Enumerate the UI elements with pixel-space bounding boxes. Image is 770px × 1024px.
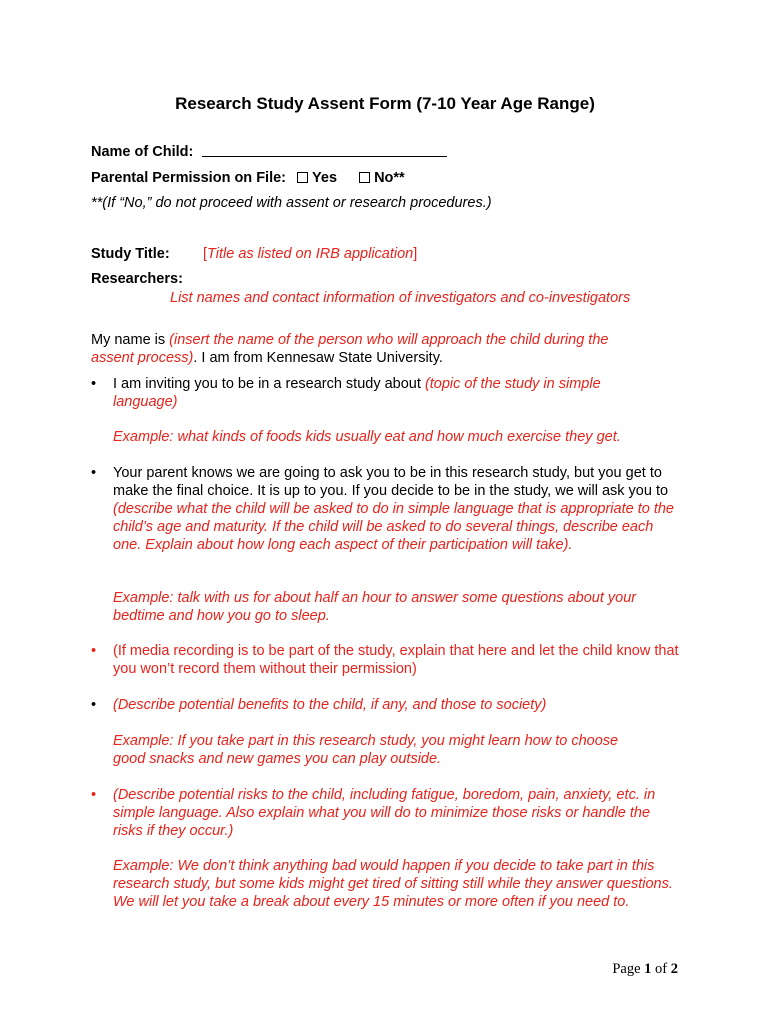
no-note: **(If “No,” do not proceed with assent or research procedures.) [91, 195, 492, 211]
yes-checkbox[interactable] [297, 172, 308, 183]
bullet-glyph: • [91, 697, 97, 713]
bullet-2-text [113, 464, 679, 554]
bullet-4-text: (Describe potential benefits to the child, if any, and those to society) [113, 697, 547, 713]
bracket-open: [ [203, 246, 208, 262]
study-title-label: Study Title: [91, 246, 170, 262]
bullet-2-main: Your parent knows we are going to ask you to be in this research study, but you get to make the final choice. It is up to you. If you decide to be in the study, we will ask you to [113, 465, 669, 499]
name-of-child-label: Name of Child: [91, 144, 194, 160]
bullet-4-example: Example: If you take part in this research study, you might learn how to choose good snacks and new games you can play outside. [113, 733, 619, 767]
bullet-3-text: (If media recording is to be part of the study, explain that here and let the child know that you won’t record them without their permission) [113, 643, 679, 677]
bullet-glyph: • [91, 376, 97, 392]
yes-label: Yes [312, 170, 338, 186]
intro-prefix: My name is [91, 332, 170, 348]
footer-current-page: 1 [644, 961, 652, 977]
bullet-5-text: (Describe potential risks to the child, including fatigue, boredom, pain, anxiety, etc. in simple language. Also explain what you will do to minimize those risks or handle the risks if they occur.) [113, 787, 656, 839]
bullet-glyph: • [91, 643, 97, 659]
bullet-glyph: • [91, 787, 97, 803]
intro-suffix: . I am from Kennesaw State University. [193, 350, 443, 366]
no-checkbox[interactable] [359, 172, 370, 183]
study-title-value: Title as listed on IRB application [207, 246, 414, 262]
name-of-child-row [91, 143, 691, 161]
page-number-footer [612, 961, 678, 978]
footer-page-word: Page [612, 961, 645, 977]
bullet-glyph: • [91, 465, 97, 481]
bullet-1-example: Example: what kinds of foods kids usually eat and how much exercise they get. [113, 429, 621, 445]
intro-paragraph [91, 331, 651, 367]
study-title-row [91, 245, 691, 263]
intro-placeholder: (insert the name of the person who will approach the child during the assent process) [91, 332, 609, 366]
bullet-1-text [113, 375, 643, 411]
researchers-value: List names and contact information of investigators and co-investigators [170, 290, 631, 306]
no-label: No** [374, 170, 405, 186]
page-title: Research Study Assent Form (7-10 Year Age Range) [175, 94, 595, 113]
bullet-5-example: Example: We don’t think anything bad would happen if you decide to take part in this research study, but some kids might get tired of sitting still while they answer questions. We will let you take a break about every 15 minutes or more often if you need to. [113, 858, 673, 910]
bullet-2-example: Example: talk with us for about half an hour to answer some questions about your bedtime and how you go to sleep. [113, 590, 637, 624]
footer-of-word: of [651, 961, 671, 977]
bullet-1-main: I am inviting you to be in a research study about [113, 376, 425, 392]
parental-permission-label: Parental Permission on File: [91, 170, 286, 186]
bracket-close: ] [413, 246, 418, 262]
bullet-1-placeholder: (topic of the study in simple language) [113, 376, 601, 410]
parental-permission-row [91, 169, 691, 187]
footer-total-pages: 2 [670, 961, 678, 977]
bullet-2-placeholder: (describe what the child will be asked to do in simple language that is appropriate to the child’s age and maturity. If the child will be asked to do several things, describe each one. Explain about how long each aspect of their participation will take). [113, 501, 674, 553]
name-of-child-blank[interactable] [202, 143, 447, 157]
researchers-label: Researchers: [91, 271, 183, 287]
